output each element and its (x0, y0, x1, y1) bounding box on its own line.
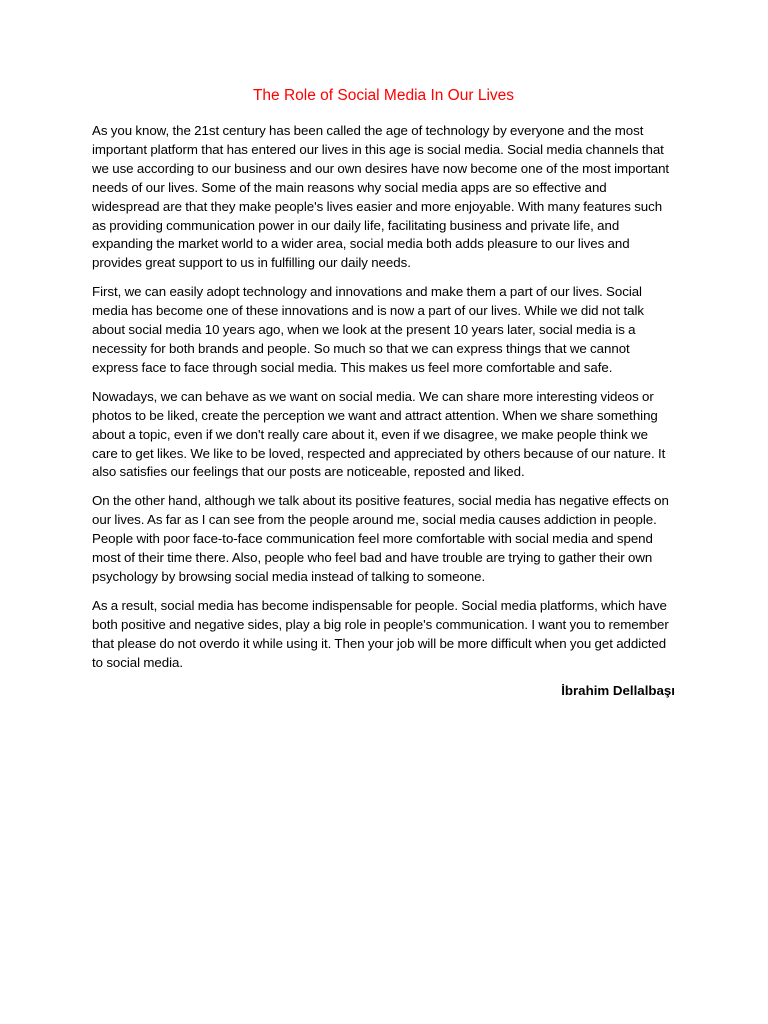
paragraph-first: First, we can easily adopt technology and innovations and make them a part of our lives. Social media has become one of these innovations and is now a part of our lives. While we did not talk about social media 10 years ago, when we look at the present 10 years later, social media is a necessity for both brands and people. So much so that we can express things that we cannot express face to face through social media. This makes us feel more comfortable and safe. (92, 284, 645, 375)
paragraph-nowadays: Nowadays, we can behave as we want on social media. We can share more interesting videos or photos to be liked, create the perception we want and attract attention. When we share something about a topic, even if we don't really care about it, even if we disagree, we make people think we care to get likes. We like to be loved, respected and appreciated by others because of our nature. It also satisfies our feelings that our posts are noticeable, reposted and liked. (92, 388, 666, 480)
document-title: The Role of Social Media In Our Lives (252, 87, 515, 104)
paragraph-other-hand: On the other hand, although we talk about its positive features, social media has negative effects on our lives. As far as I can see from the people around me, social media causes addiction in people. People with poor face-to-face communication feel more comfortable with social media and spend most of their time there. Also, people who feel bad and have trouble are trying to gather their own psychology by browsing social media instead of talking to someone. (92, 493, 669, 584)
document-page (92, 84, 675, 701)
author-signature: İbrahim Dellalbaşı (561, 683, 675, 699)
paragraph-intro: As you know, the 21st century has been called the age of technology by everyone and the most important platform that has entered our lives in this age is social media. Social media channels that we use according to our business and our own desires have now become one of the most important needs of our lives. Some of the main reasons why social media apps are so effective and widespread are that they make people's lives easier and more enjoyable. With many features such as providing communication power in our daily life, facilitating business and private life, and expanding the market world to a wider area, social media both adds pleasure to our lives and provides great support to us in fulfilling our daily needs. (92, 123, 670, 271)
paragraph-conclusion: As a result, social media has become indispensable for people. Social media platforms, which have both positive and negative sides, play a big role in people's communication. I want you to remember that please do not overdo it while using it. Then your job will be more difficult when you get addicted to social media. (92, 597, 669, 670)
